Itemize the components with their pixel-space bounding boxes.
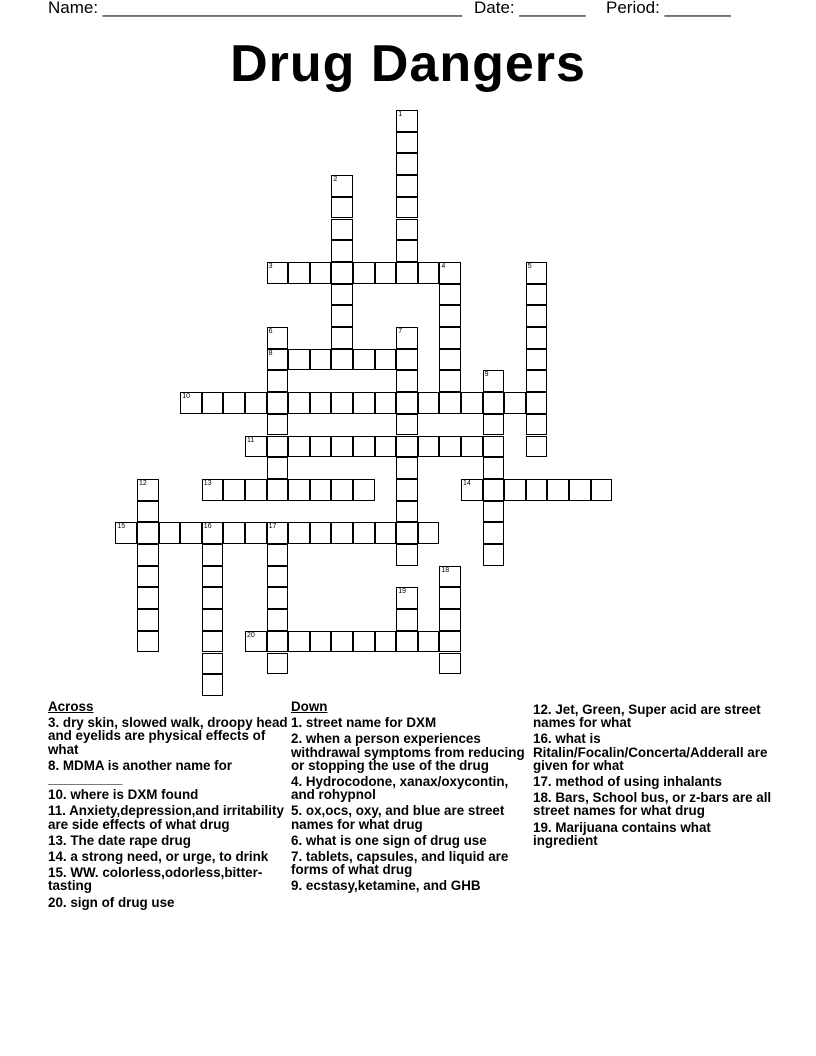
grid-cell[interactable]: [310, 392, 332, 414]
grid-cell[interactable]: [396, 349, 418, 371]
clue-number: 5: [527, 262, 532, 270]
grid-cell[interactable]: [396, 587, 418, 609]
grid-cell[interactable]: [439, 609, 461, 631]
grid-cell[interactable]: [331, 479, 353, 501]
clue-5-down: 5. ox,ocs, oxy, and blue are street names for what drug: [291, 803, 505, 832]
grid-cell[interactable]: [331, 327, 353, 349]
grid-cell[interactable]: [483, 479, 505, 501]
grid-cell[interactable]: [267, 609, 289, 631]
grid-cell[interactable]: [569, 479, 591, 501]
grid-cell[interactable]: [526, 436, 548, 458]
grid-cell[interactable]: [418, 436, 440, 458]
across-heading: Across: [48, 699, 94, 714]
grid-cell[interactable]: [223, 479, 245, 501]
grid-cell[interactable]: [245, 631, 267, 653]
grid-cell[interactable]: [396, 327, 418, 349]
grid-cell[interactable]: [396, 132, 418, 154]
across-clues-column: [48, 700, 288, 912]
grid-cell[interactable]: [202, 392, 224, 414]
grid-cell[interactable]: [137, 631, 159, 653]
grid-cell[interactable]: [223, 522, 245, 544]
grid-cell[interactable]: [288, 349, 310, 371]
clue-16-down: 16. what is Ritalin/Focalin/Concerta/Adderall are given for what: [533, 731, 768, 773]
grid-cell[interactable]: [267, 479, 289, 501]
grid-cell[interactable]: [526, 479, 548, 501]
grid-cell[interactable]: [331, 305, 353, 327]
grid-cell[interactable]: [526, 262, 548, 284]
grid-cell[interactable]: [483, 501, 505, 523]
grid-cell[interactable]: [331, 240, 353, 262]
grid-cell[interactable]: [396, 219, 418, 241]
clue-number: 3: [268, 262, 273, 270]
grid-cell[interactable]: [526, 327, 548, 349]
grid-cell[interactable]: [288, 631, 310, 653]
down-clues-column: [291, 700, 531, 896]
grid-cell[interactable]: [202, 522, 224, 544]
grid-cell[interactable]: [418, 631, 440, 653]
clue-7-down: 7. tablets, capsules, and liquid are forms of what drug: [291, 849, 509, 878]
grid-cell[interactable]: [353, 631, 375, 653]
grid-cell[interactable]: [267, 587, 289, 609]
clue-number: 14: [463, 479, 471, 487]
grid-cell[interactable]: [396, 479, 418, 501]
grid-cell[interactable]: [310, 262, 332, 284]
name-line[interactable]: Name: ______________________________________: [48, 0, 463, 17]
grid-cell[interactable]: [439, 436, 461, 458]
grid-cell[interactable]: [396, 436, 418, 458]
grid-cell[interactable]: [418, 392, 440, 414]
grid-cell[interactable]: [375, 349, 397, 371]
grid-cell[interactable]: [439, 284, 461, 306]
clue-number: 20: [247, 631, 255, 639]
grid-cell[interactable]: [202, 609, 224, 631]
clue-3-across: 3. dry skin, slowed walk, droopy head and eyelids are physical effects of what: [48, 715, 288, 757]
grid-cell[interactable]: [267, 544, 289, 566]
clue-number: 2: [333, 176, 338, 184]
grid-cell[interactable]: [310, 436, 332, 458]
grid-cell[interactable]: [396, 457, 418, 479]
grid-cell[interactable]: [115, 522, 137, 544]
grid-cell[interactable]: [461, 392, 483, 414]
grid-cell[interactable]: [202, 674, 224, 696]
grid-cell[interactable]: [483, 544, 505, 566]
grid-cell[interactable]: [396, 197, 418, 219]
grid-cell[interactable]: [267, 327, 289, 349]
grid-cell[interactable]: [267, 414, 289, 436]
grid-cell[interactable]: [331, 197, 353, 219]
clue-12-down: 12. Jet, Green, Super acid are street names for what: [533, 702, 761, 731]
grid-cell[interactable]: [137, 522, 159, 544]
grid-cell[interactable]: [526, 370, 548, 392]
grid-cell[interactable]: [461, 436, 483, 458]
clue-19-down: 19. Marijuana contains what ingredient: [533, 819, 711, 848]
clue-15-across: 15. WW. colorless,odorless,bitter-tasting: [48, 865, 263, 894]
clue-number: 13: [203, 479, 212, 487]
grid-cell[interactable]: [439, 566, 461, 588]
grid-cell[interactable]: [353, 392, 375, 414]
clue-number: 4: [441, 262, 446, 270]
grid-cell[interactable]: [396, 544, 418, 566]
grid-cell[interactable]: [396, 240, 418, 262]
grid-cell[interactable]: [137, 609, 159, 631]
grid-cell[interactable]: [180, 522, 202, 544]
grid-cell[interactable]: [353, 436, 375, 458]
grid-cell[interactable]: [331, 436, 353, 458]
grid-cell[interactable]: [245, 436, 267, 458]
grid-cell[interactable]: [396, 631, 418, 653]
grid-cell[interactable]: [353, 262, 375, 284]
grid-cell[interactable]: [375, 436, 397, 458]
grid-cell[interactable]: [439, 631, 461, 653]
grid-cell[interactable]: [353, 522, 375, 544]
grid-cell[interactable]: [202, 544, 224, 566]
grid-cell[interactable]: [375, 631, 397, 653]
grid-cell[interactable]: [483, 414, 505, 436]
clue-13-across: 13. The date rape drug: [48, 832, 191, 848]
grid-cell[interactable]: [439, 305, 461, 327]
grid-cell[interactable]: [288, 392, 310, 414]
grid-cell[interactable]: [267, 522, 289, 544]
grid-cell[interactable]: [418, 262, 440, 284]
grid-cell[interactable]: [267, 457, 289, 479]
clue-number: 19: [398, 588, 406, 596]
grid-cell[interactable]: [396, 414, 418, 436]
grid-cell[interactable]: [526, 349, 548, 371]
clue-1-down: 1. street name for DXM: [291, 715, 437, 731]
grid-cell[interactable]: [526, 392, 548, 414]
grid-cell[interactable]: [483, 370, 505, 392]
grid-cell[interactable]: [331, 175, 353, 197]
grid-cell[interactable]: [288, 479, 310, 501]
grid-cell[interactable]: [439, 327, 461, 349]
grid-cell[interactable]: [396, 370, 418, 392]
grid-cell[interactable]: [439, 370, 461, 392]
grid-cell[interactable]: [418, 522, 440, 544]
grid-cell[interactable]: [245, 522, 267, 544]
grid-cell[interactable]: [223, 392, 245, 414]
grid-cell[interactable]: [310, 479, 332, 501]
clue-8-across: 8. MDMA is another name for __________: [48, 757, 233, 787]
grid-cell[interactable]: [439, 587, 461, 609]
grid-cell[interactable]: [159, 522, 181, 544]
grid-cell[interactable]: [288, 436, 310, 458]
grid-cell[interactable]: [137, 479, 159, 501]
clue-9-down: 9. ecstasy,ketamine, and GHB: [291, 878, 481, 894]
clue-number: 7: [398, 328, 403, 335]
grid-cell[interactable]: [202, 653, 224, 675]
clue-14-across: 14. a strong need, or urge, to drink: [48, 849, 269, 865]
grid-cell[interactable]: [396, 501, 418, 523]
page-title: Drug Dangers: [230, 35, 586, 93]
clue-17-down: 17. method of using inhalants: [533, 774, 722, 790]
grid-cell[interactable]: [526, 414, 548, 436]
clue-number: 11: [247, 436, 255, 444]
grid-cell[interactable]: [267, 392, 289, 414]
grid-cell[interactable]: [267, 370, 289, 392]
grid-cell[interactable]: [396, 392, 418, 414]
clue-number: 10: [182, 393, 190, 401]
grid-cell[interactable]: [591, 479, 613, 501]
clue-number: 15: [117, 523, 126, 531]
grid-cell[interactable]: [483, 457, 505, 479]
clue-6-down: 6. what is one sign of drug use: [291, 832, 487, 848]
grid-cell[interactable]: [396, 153, 418, 175]
grid-cell[interactable]: [202, 587, 224, 609]
grid-cell[interactable]: [310, 522, 332, 544]
grid-cell[interactable]: [483, 436, 505, 458]
clue-number: 17: [268, 523, 277, 531]
grid-cell[interactable]: [245, 392, 267, 414]
clue-20-across: 20. sign of drug use: [48, 894, 175, 910]
grid-cell[interactable]: [331, 349, 353, 371]
clue-11-across: 11. Anxiety,depression,and irritability are side effects of what drug: [48, 803, 284, 832]
grid-cell[interactable]: [461, 479, 483, 501]
grid-cell[interactable]: [331, 284, 353, 306]
grid-cell[interactable]: [396, 175, 418, 197]
grid-cell[interactable]: [245, 479, 267, 501]
grid-cell[interactable]: [483, 392, 505, 414]
grid-cell[interactable]: [137, 501, 159, 523]
grid-cell[interactable]: [267, 349, 289, 371]
grid-cell[interactable]: [526, 284, 548, 306]
clue-number: 9: [484, 371, 489, 379]
grid-cell[interactable]: [439, 392, 461, 414]
grid-cell[interactable]: [439, 653, 461, 675]
grid-cell[interactable]: [483, 522, 505, 544]
grid-cell[interactable]: [396, 609, 418, 631]
grid-cell[interactable]: [439, 349, 461, 371]
clue-2-down: 2. when a person experiences withdrawal symptoms from reducing or stopping the use of the drug: [291, 731, 525, 773]
clue-number: 12: [139, 479, 147, 487]
grid-cell[interactable]: [353, 479, 375, 501]
grid-cell[interactable]: [439, 262, 461, 284]
grid-cell[interactable]: [375, 522, 397, 544]
grid-cell[interactable]: [202, 631, 224, 653]
grid-cell[interactable]: [331, 392, 353, 414]
grid-cell[interactable]: [310, 631, 332, 653]
grid-cell[interactable]: [288, 522, 310, 544]
grid-cell[interactable]: [375, 392, 397, 414]
clue-18-down: 18. Bars, School bus, or z-bars are all street names for what drug: [533, 790, 772, 819]
grid-cell[interactable]: [288, 262, 310, 284]
grid-cell[interactable]: [267, 262, 289, 284]
grid-cell[interactable]: [331, 262, 353, 284]
grid-cell[interactable]: [547, 479, 569, 501]
down-heading: Down: [291, 699, 328, 714]
grid-cell[interactable]: [353, 349, 375, 371]
grid-cell[interactable]: [331, 522, 353, 544]
date-line[interactable]: Date: _______: [474, 0, 586, 17]
down-clues-continued-column: [533, 703, 773, 850]
grid-cell[interactable]: [375, 262, 397, 284]
grid-cell[interactable]: [137, 566, 159, 588]
grid-cell[interactable]: [396, 262, 418, 284]
grid-cell[interactable]: [267, 653, 289, 675]
grid-cell[interactable]: [180, 392, 202, 414]
grid-cell[interactable]: [396, 522, 418, 544]
grid-cell[interactable]: [267, 566, 289, 588]
grid-cell[interactable]: [526, 305, 548, 327]
grid-cell[interactable]: [267, 631, 289, 653]
clue-number: 1: [398, 111, 403, 118]
grid-cell[interactable]: [137, 587, 159, 609]
clue-number: 18: [441, 566, 450, 574]
grid-cell[interactable]: [396, 110, 418, 132]
grid-cell[interactable]: [331, 219, 353, 241]
grid-cell[interactable]: [310, 349, 332, 371]
clue-number: 8: [268, 349, 273, 357]
clue-10-across: 10. where is DXM found: [48, 787, 199, 803]
grid-cell[interactable]: [331, 631, 353, 653]
clue-number: 6: [268, 328, 273, 335]
grid-cell[interactable]: [137, 544, 159, 566]
clue-number: 16: [203, 523, 212, 531]
grid-cell[interactable]: [202, 566, 224, 588]
grid-cell[interactable]: [504, 392, 526, 414]
grid-cell[interactable]: [504, 479, 526, 501]
grid-cell[interactable]: [202, 479, 224, 501]
period-line[interactable]: Period: _______: [606, 0, 731, 17]
clue-4-down: 4. Hydrocodone, xanax/oxycontin, and rohypnol: [291, 774, 509, 803]
grid-cell[interactable]: [267, 436, 289, 458]
